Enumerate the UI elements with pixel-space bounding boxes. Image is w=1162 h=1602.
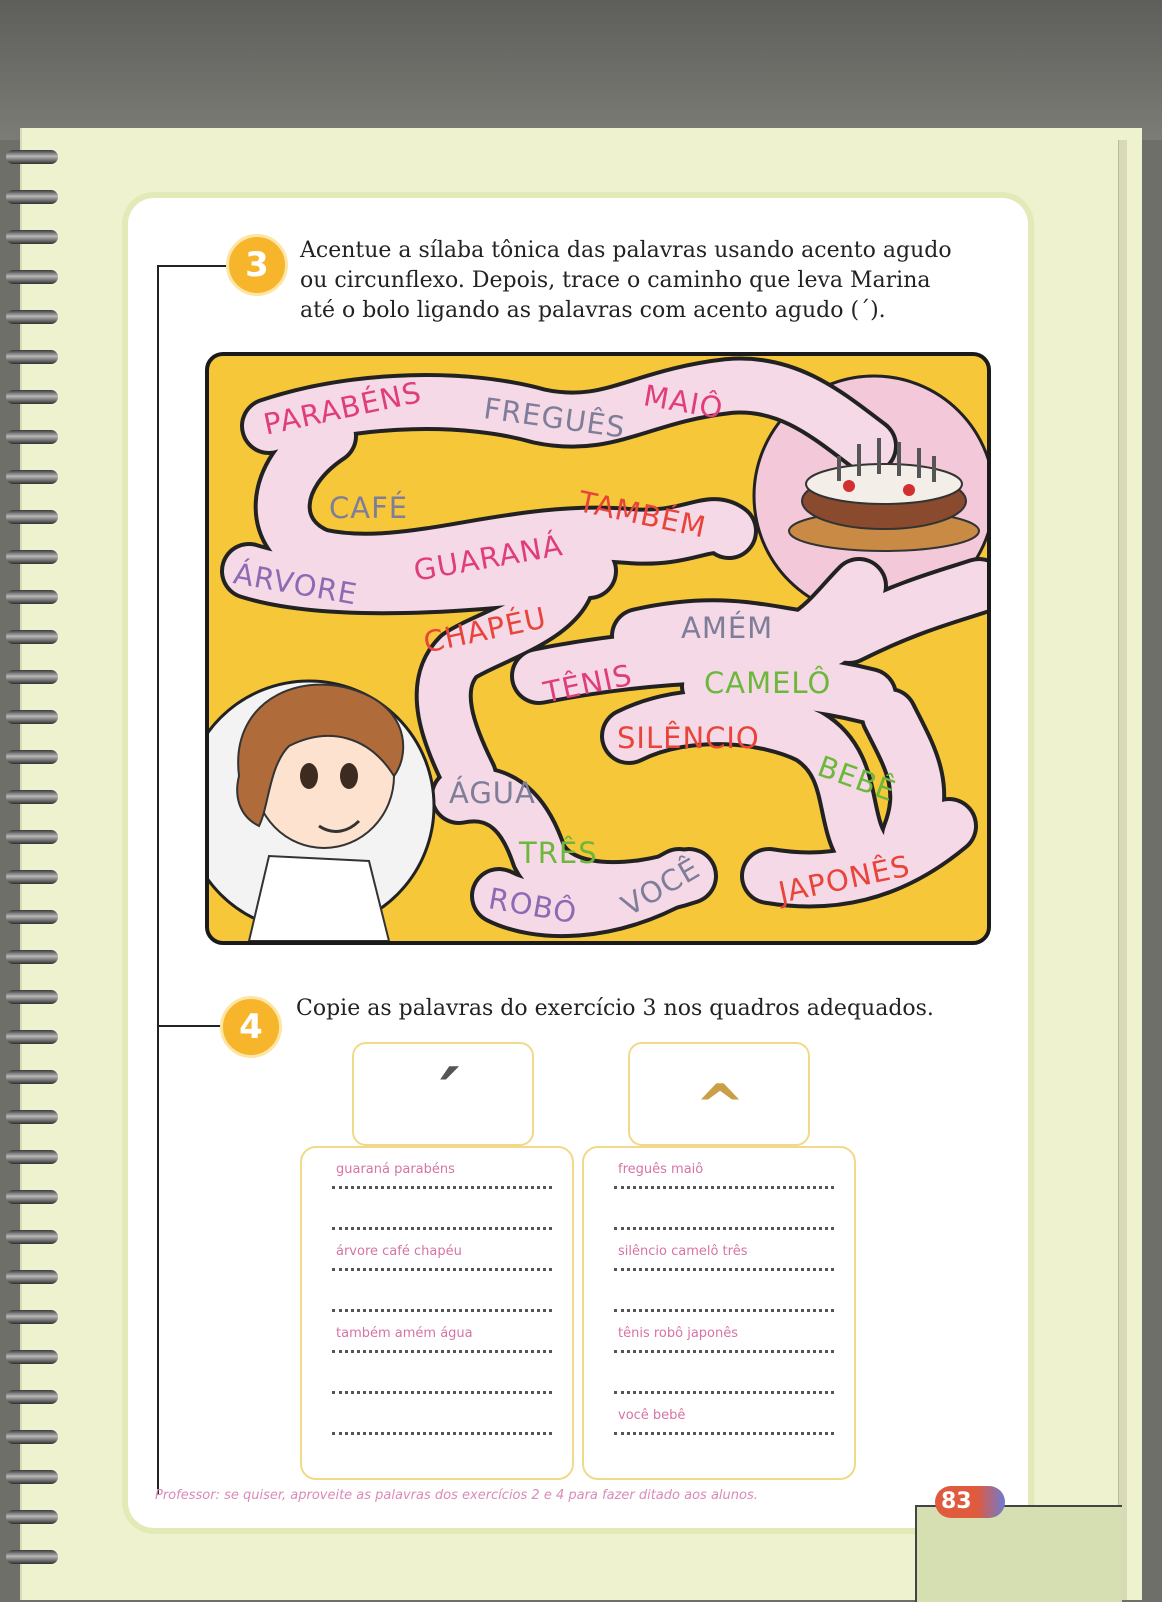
spiral-ring (6, 1550, 58, 1564)
instruction-line: até o bolo ligando as palavras com acento agudo (´). (300, 298, 886, 323)
spiral-ring (6, 1310, 58, 1324)
spiral-ring (6, 1110, 58, 1124)
circumflex-accent-box (628, 1042, 810, 1146)
spiral-ring (6, 190, 58, 204)
answer-line[interactable] (614, 1367, 834, 1407)
maze-word[interactable]: CHAPÉU (420, 600, 550, 660)
scan-background (0, 0, 1162, 140)
spiral-ring (6, 710, 58, 724)
exercise-4-connector (157, 1025, 227, 1027)
spiral-ring (6, 990, 58, 1004)
answer-text: árvore café chapéu (336, 1244, 462, 1259)
answer-line[interactable] (614, 1285, 834, 1325)
dotted-line (614, 1432, 834, 1435)
spiral-ring (6, 870, 58, 884)
maze-word[interactable]: TÊNIS (540, 657, 636, 710)
maze-word[interactable]: PARABÉNS (260, 374, 425, 442)
maze-word[interactable]: AMÉM (681, 611, 774, 645)
spiral-ring (6, 670, 58, 684)
maze-illustration[interactable] (205, 352, 991, 945)
page-number: 83 (935, 1486, 1005, 1518)
maze-word[interactable]: SILÊNCIO (617, 721, 760, 755)
answer-line[interactable] (614, 1244, 834, 1284)
maze-word[interactable]: BEBÊ (813, 749, 901, 809)
acute-accent-box (352, 1042, 534, 1146)
spiral-ring (6, 1350, 58, 1364)
circumflex-answer-box[interactable] (582, 1146, 856, 1480)
exercise-3-instruction (300, 236, 952, 326)
spiral-ring (6, 750, 58, 764)
answer-line[interactable] (332, 1244, 552, 1284)
instruction-line: ou circunflexo. Depois, trace o caminho que leva Marina (300, 268, 931, 293)
teacher-note: Professor: se quiser, aproveite as palavras dos exercícios 2 e 4 para fazer ditado aos alunos. (155, 1488, 758, 1503)
answer-line[interactable] (614, 1162, 834, 1202)
exercise-3-connector (157, 265, 227, 267)
maze-word[interactable]: FREGUÊS (481, 391, 628, 445)
page-edge (1118, 140, 1127, 1600)
answer-line[interactable] (332, 1367, 552, 1407)
dotted-line (332, 1227, 552, 1230)
maze-word[interactable]: CAMELÔ (704, 666, 832, 700)
maze-word[interactable]: JAPONÊS (775, 848, 914, 910)
spiral-ring (6, 1230, 58, 1244)
spiral-ring (6, 1510, 58, 1524)
maze-word[interactable]: CAFÉ (329, 491, 409, 525)
spiral-ring (6, 630, 58, 644)
maze-word[interactable]: TRÊS (519, 836, 598, 870)
spiral-ring (6, 550, 58, 564)
answer-line[interactable] (332, 1162, 552, 1202)
dotted-line (614, 1350, 834, 1353)
spiral-ring (6, 1190, 58, 1204)
answer-text: freguês maiô (618, 1162, 704, 1177)
acute-answer-box[interactable] (300, 1146, 574, 1480)
acute-accent-icon: ´ (428, 1056, 464, 1141)
dotted-line (614, 1268, 834, 1271)
spiral-ring (6, 1390, 58, 1404)
spiral-ring (6, 830, 58, 844)
answer-line[interactable] (332, 1285, 552, 1325)
exercise-3-badge: 3 (226, 234, 288, 296)
answer-text: guaraná parabéns (336, 1162, 455, 1177)
spiral-ring (6, 1270, 58, 1284)
maze-word[interactable]: GUARANÁ (411, 528, 566, 588)
spiral-ring (6, 430, 58, 444)
answer-text: tênis robô japonês (618, 1326, 738, 1341)
spiral-binding (0, 150, 70, 1600)
circumflex-accent-icon: ^ (694, 1072, 746, 1142)
spiral-ring (6, 1430, 58, 1444)
maze-paths (209, 356, 987, 941)
maze-word[interactable]: ÁGUA (449, 776, 536, 810)
spiral-ring (6, 390, 58, 404)
dotted-line (332, 1268, 552, 1271)
exercise-4-badge: 4 (220, 996, 282, 1058)
answer-text: também amém água (336, 1326, 473, 1341)
maze-word[interactable]: TAMBÉM (575, 484, 710, 545)
instruction-line: Acentue a sílaba tônica das palavras usando acento agudo (300, 238, 952, 263)
exercise-4-instruction: Copie as palavras do exercício 3 nos quadros adequados. (296, 996, 934, 1021)
spiral-ring (6, 350, 58, 364)
page-corner (915, 1505, 1122, 1602)
answer-line[interactable] (614, 1203, 834, 1243)
answer-line[interactable] (614, 1326, 834, 1366)
maze-word[interactable]: ROBÔ (486, 881, 580, 931)
answer-line[interactable] (332, 1203, 552, 1243)
spiral-ring (6, 270, 58, 284)
dotted-line (332, 1391, 552, 1394)
spiral-ring (6, 510, 58, 524)
spiral-ring (6, 1070, 58, 1084)
spiral-ring (6, 1470, 58, 1484)
answer-line[interactable] (332, 1408, 552, 1448)
spiral-ring (6, 1030, 58, 1044)
spiral-ring (6, 910, 58, 924)
answer-text: silêncio camelô três (618, 1244, 748, 1259)
dotted-line (614, 1391, 834, 1394)
maze-word[interactable]: VOCÊ (615, 850, 706, 923)
exercise-connector-line (157, 265, 159, 1495)
spiral-ring (6, 470, 58, 484)
answer-line[interactable] (332, 1326, 552, 1366)
dotted-line (614, 1227, 834, 1230)
dotted-line (332, 1350, 552, 1353)
spiral-ring (6, 590, 58, 604)
dotted-line (332, 1432, 552, 1435)
maze-word[interactable]: ÁRVORE (231, 556, 361, 612)
dotted-line (614, 1186, 834, 1189)
girl-illustration (237, 685, 403, 941)
spiral-ring (6, 150, 58, 164)
spiral-ring (6, 950, 58, 964)
answer-line[interactable] (614, 1408, 834, 1448)
spiral-ring (6, 230, 58, 244)
dotted-line (332, 1309, 552, 1312)
maze-word[interactable]: MAIÔ (641, 378, 726, 426)
dotted-line (332, 1186, 552, 1189)
answer-text: você bebê (618, 1408, 686, 1423)
spiral-ring (6, 310, 58, 324)
spiral-ring (6, 1150, 58, 1164)
spiral-ring (6, 790, 58, 804)
dotted-line (614, 1309, 834, 1312)
